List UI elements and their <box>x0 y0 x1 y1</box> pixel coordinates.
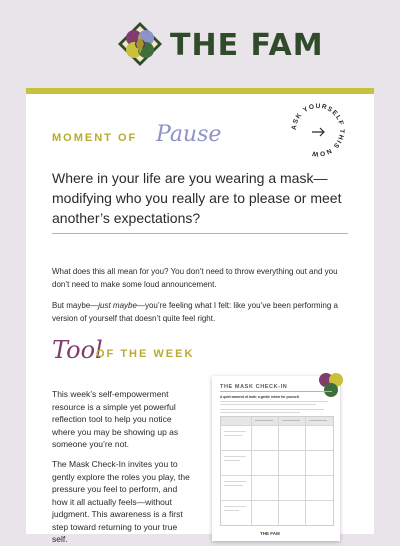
ask-yourself-badge-icon <box>288 100 348 160</box>
worksheet-table <box>220 416 334 526</box>
worksheet-footer-brand: THE FAM <box>260 531 280 536</box>
header-text-line <box>309 420 327 421</box>
svg-text:ASK YOURSELF THIS NOW <box>291 103 345 157</box>
tool-paragraph-1: This week’s self-empowerment resource is a simple yet powerful reflection tool to help you notice where you may be showing up as someone you’re not. <box>52 389 179 449</box>
row-text-line <box>224 456 246 457</box>
body-paragraph-1: What does this all mean for you? You don’t need to throw everything out and you don’t need to make some loud announcement. <box>52 267 338 289</box>
row-text-line <box>224 481 246 482</box>
worksheet-subtitle: A quiet moment of truth: a gentle mirror for yourself. <box>220 395 300 399</box>
table-col-divider <box>251 417 252 525</box>
row-text-line <box>224 485 243 486</box>
table-col-divider <box>305 417 306 525</box>
newsletter-card <box>26 88 374 544</box>
table-row-divider <box>221 500 333 501</box>
moment-of-label: MOMENT OF <box>52 132 138 144</box>
worksheet-footer <box>212 527 340 541</box>
table-row-divider <box>221 450 333 451</box>
worksheet-text-line <box>220 412 300 413</box>
p2-emphasis: just maybe <box>98 301 137 310</box>
row-text-line <box>224 506 246 507</box>
tool-script: Tool <box>52 336 103 364</box>
worksheet-title: THE MASK CHECK-IN <box>220 384 288 390</box>
table-col-divider <box>278 417 279 525</box>
geometric-flower-logo-icon <box>116 20 164 68</box>
row-text-line <box>224 510 239 511</box>
p2-end: —you’re feeling what I felt: like you’ve been performing a version of yourself that doesn’t quite feel right. <box>52 301 338 323</box>
pause-script: Pause <box>156 122 222 147</box>
worksheet-text-line <box>220 409 324 410</box>
worksheet-text-line <box>220 401 328 402</box>
of-the-week-label: OF THE WEEK <box>96 348 195 360</box>
worksheet-text-line <box>220 404 316 405</box>
row-text-line <box>224 460 240 461</box>
reflection-question: Where in your life are you wearing a mask—modifying who you really are to please or meet another’s expectations? <box>52 170 342 226</box>
divider <box>52 233 348 234</box>
accent-bar <box>26 88 374 94</box>
mask-check-in-worksheet[interactable] <box>212 376 340 541</box>
brand-name: THE FAM <box>170 28 324 63</box>
tool-paragraph-2: The Mask Check-In invites you to gently explore the roles you play, the pressure you feel to perform, and how it all actually feels—without judgment. This awareness is a first step toward returning to your true self. <box>52 459 190 544</box>
p2-start: But maybe— <box>52 301 99 310</box>
row-text-line <box>224 431 246 432</box>
row-text-line <box>224 435 242 436</box>
worksheet-corner-icon <box>316 370 346 400</box>
table-row-divider <box>221 475 333 476</box>
body-paragraph-2 <box>52 299 350 325</box>
badge-text: ASK YOURSELF THIS NOW <box>290 102 346 158</box>
worksheet-rule <box>220 391 332 392</box>
worksheet-table-header <box>221 417 333 425</box>
header-text-line <box>255 420 273 421</box>
header-text-line <box>282 420 300 421</box>
header <box>0 0 400 88</box>
table-row-divider <box>221 425 333 426</box>
